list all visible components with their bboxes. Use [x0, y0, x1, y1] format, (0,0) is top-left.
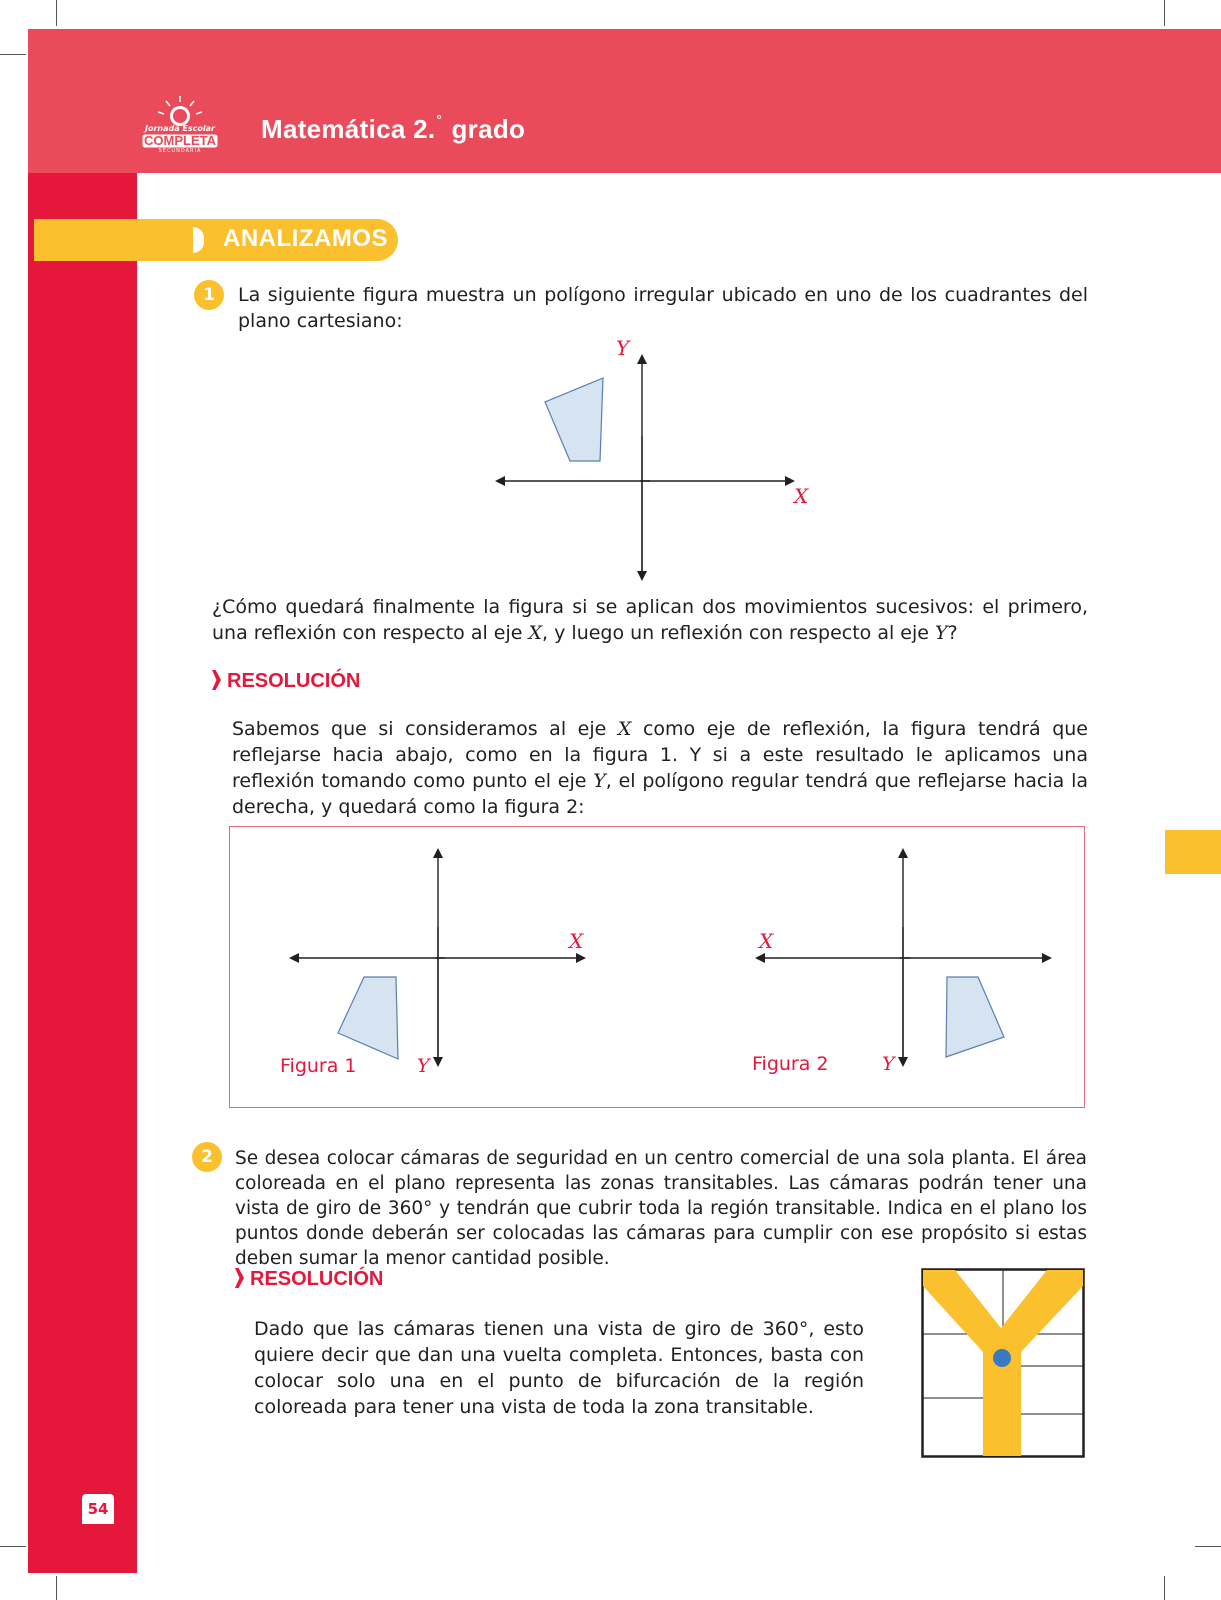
figures-box	[229, 826, 1085, 1108]
fig1-axis-label-x: X	[569, 929, 584, 953]
fig1-axis-label-y: Y	[417, 1055, 430, 1077]
fig2-axis-label-y: Y	[882, 1053, 895, 1075]
page-title	[261, 112, 525, 145]
problem-number: 1	[194, 280, 224, 310]
title-main: Matemática 2.	[261, 114, 436, 144]
fig1-polygon	[338, 977, 398, 1059]
title-degree: °	[436, 112, 442, 127]
mall-floor-plan	[921, 1268, 1086, 1458]
resolution-heading: RESOLUCIÓN	[212, 670, 360, 693]
crop-mark	[1195, 1546, 1221, 1547]
logo	[140, 92, 220, 156]
reflection-figures	[230, 827, 1084, 1107]
chapter-tab	[1165, 830, 1221, 874]
chevron-icon	[235, 1268, 244, 1288]
logo-text-top: Jornada Escolar	[145, 124, 215, 133]
page-number: 54	[82, 1494, 114, 1524]
crop-mark	[1164, 1576, 1165, 1600]
problem2-statement: Se desea colocar cámaras de seguridad en un centro comercial de una sola planta. El área coloreada en el plano representa las zonas transitables. Las cámaras podrán tener una vista de giro de 360° y tendrán que cubrir toda la región transitable. Indica en el plano los puntos donde deberán ser colocadas las cámaras para cumplir con ese propósito si estas deben sumar la menor cantidad posible.	[235, 1148, 1087, 1269]
crop-mark	[0, 1546, 26, 1547]
page-sidebar	[28, 173, 137, 1573]
crop-mark	[56, 1576, 57, 1600]
axis-label-y: Y	[616, 336, 630, 360]
logo-text-main: COMPLETA	[144, 133, 216, 148]
problem2-resolution: Dado que las cámaras tienen una vista de giro de 360°, esto quiere decir que dan una vuelta completa. Entonces, basta con colocar solo una en el punto de bifurcación de la región coloreada para tener una vista de toda la zona transitable.	[254, 1318, 864, 1418]
resolution-heading: RESOLUCIÓN	[235, 1268, 383, 1291]
fig2-axis-label-x: X	[759, 929, 774, 953]
section-tab	[34, 219, 398, 261]
crop-mark	[0, 54, 26, 55]
figure1-label: Figura 1	[280, 1055, 357, 1077]
problem1-resolution: Sabemos que si consideramos al eje X como eje de reflexión, la figura tendrá que reflejarse hacia abajo, como en la figura 1. Y si a este resultado le aplicamos una reflexión tomando como punto el eje Y, el polígono regular tendrá que reflejarse hacia la derecha, y quedará como la figura 2:	[232, 718, 1088, 818]
problem-number: 2	[192, 1142, 222, 1172]
crop-mark	[56, 0, 57, 26]
fig2-polygon	[946, 977, 1004, 1057]
problem1-question: ¿Cómo quedará finalmente la figura si se aplican dos movimientos sucesivos: el primero, una reflexión con respecto al eje X, y luego un reflexión con respecto al eje Y?	[212, 596, 1088, 644]
axis-label-x: X	[794, 484, 809, 508]
problem1-statement: La siguiente figura muestra un polígono irregular ubicado en uno de los cuadrantes del plano cartesiano:	[238, 284, 1088, 332]
camera-point	[993, 1349, 1011, 1367]
figure2-label: Figura 2	[752, 1053, 829, 1075]
section-notch	[193, 227, 204, 253]
title-tail: grado	[451, 114, 526, 144]
crop-mark	[1164, 0, 1165, 26]
section-label: ANALIZAMOS	[223, 225, 388, 252]
logo-text-bottom: SECUNDARIA	[158, 148, 202, 154]
irregular-polygon	[545, 378, 603, 461]
figure-original	[490, 336, 810, 586]
chevron-icon	[212, 670, 221, 690]
